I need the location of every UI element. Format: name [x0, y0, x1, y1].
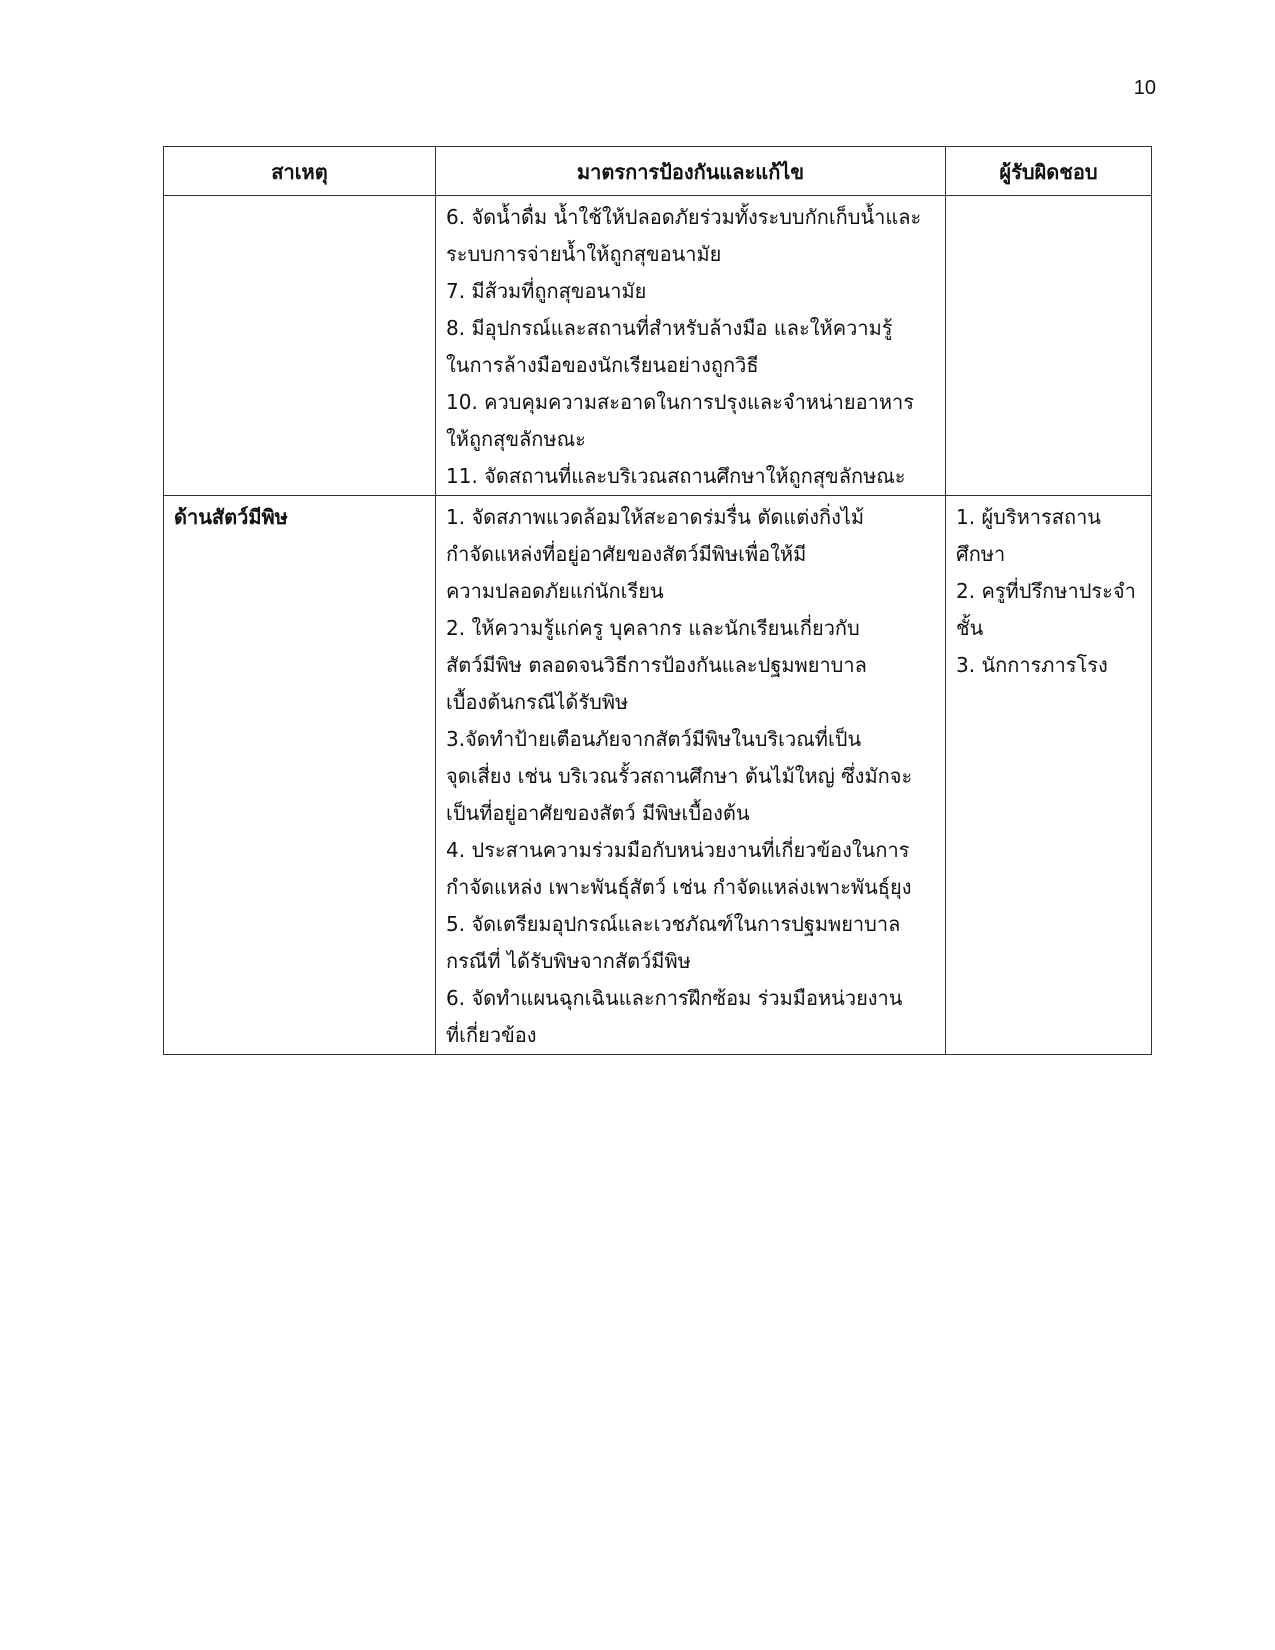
measure-line: เบื้องต้นกรณีได้รับพิษ: [446, 690, 629, 714]
measure-line: 10. ควบคุมความสะอาดในการปรุงและจำหน่ายอาหาร: [446, 390, 914, 414]
measure-line: ระบบการจ่ายน้ำให้ถูกสุขอนามัย: [446, 242, 722, 266]
measure-line: 1. จัดสภาพแวดล้อมให้สะอาดร่มรื่น ตัดแต่งกิ่งไม้: [446, 505, 865, 529]
cause-label: [174, 196, 425, 199]
header-cause: สาเหตุ: [164, 147, 436, 196]
cause-cell: [164, 196, 436, 496]
measure-line: สัตว์มีพิษ ตลอดจนวิธีการป้องกันและปฐมพยาบาล: [446, 653, 867, 677]
measure-line: ให้ถูกสุขลักษณะ: [446, 427, 586, 451]
measure-line: 4. ประสานความร่วมมือกับหน่วยงานที่เกี่ยวข้องในการ: [446, 838, 910, 862]
responsible-line: 3. นักการภารโรง: [956, 653, 1108, 677]
measure-line: 6. จัดน้ำดื่ม น้ำใช้ให้ปลอดภัยร่วมทั้งระบบกักเก็บน้ำและ: [446, 205, 922, 229]
cause-cell: [164, 496, 436, 1055]
measure-line: ที่เกี่ยวข้อง: [446, 1023, 537, 1047]
measure-line: กำจัดแหล่งที่อยู่อาศัยของสัตว์มีพิษเพื่อให้มี: [446, 542, 807, 566]
measure-line: กรณีที่ ได้รับพิษจากสัตว์มีพิษ: [446, 949, 691, 973]
responsible-cell: [946, 196, 1152, 496]
measure-line: 7. มีส้วมที่ถูกสุขอนามัย: [446, 279, 647, 303]
responsible-line: ชั้น: [956, 616, 984, 640]
measure-line: 11. จัดสถานที่และบริเวณสถานศึกษาให้ถูกสุขลักษณะ: [446, 464, 906, 488]
table-row: [164, 196, 1152, 496]
measure-line: กำจัดแหล่ง เพาะพันธุ์สัตว์ เช่น กำจัดแหล่งเพาะพันธุ์ยุง: [446, 875, 912, 899]
measure-line: 8. มีอุปกรณ์และสถานที่สำหรับล้างมือ และให้ความรู้: [446, 316, 893, 340]
measures-cell: [436, 196, 946, 496]
responsible-cell: [946, 496, 1152, 1055]
header-responsible: ผู้รับผิดชอบ: [946, 147, 1152, 196]
header-measures: มาตรการป้องกันและแก้ไข: [436, 147, 946, 196]
measure-line: 3.จัดทำป้ายเตือนภัยจากสัตว์มีพิษในบริเวณที่เป็น: [446, 727, 862, 751]
measure-line: ความปลอดภัยแก่นักเรียน: [446, 579, 664, 603]
table-row: [164, 496, 1152, 1055]
measure-line: 6. จัดทำแผนฉุกเฉินและการฝึกซ้อม ร่วมมือหน่วยงาน: [446, 986, 903, 1010]
page-number: 10: [1133, 77, 1156, 99]
measures-cell: [436, 496, 946, 1055]
table-header-row: [164, 147, 1152, 196]
measure-line: 2. ให้ความรู้แก่ครู บุคลากร และนักเรียนเกี่ยวกับ: [446, 616, 860, 640]
measure-line: ในการล้างมือของนักเรียนอย่างถูกวิธี: [446, 353, 759, 377]
measure-line: จุดเสี่ยง เช่น บริเวณรั้วสถานศึกษา ต้นไม้ใหญ่ ซึ่งมักจะ: [446, 764, 913, 788]
measures-table: [163, 146, 1152, 1055]
measure-line: 5. จัดเตรียมอุปกรณ์และเวชภัณฑ์ในการปฐมพยาบาล: [446, 912, 901, 936]
responsible-line: 1. ผู้บริหารสถานศึกษา: [956, 505, 1101, 566]
cause-label: ด้านสัตว์มีพิษ: [174, 505, 288, 529]
measure-line: เป็นที่อยู่อาศัยของสัตว์ มีพิษเบื้องต้น: [446, 801, 750, 825]
responsible-line: 2. ครูที่ปรึกษาประจำ: [956, 579, 1136, 603]
